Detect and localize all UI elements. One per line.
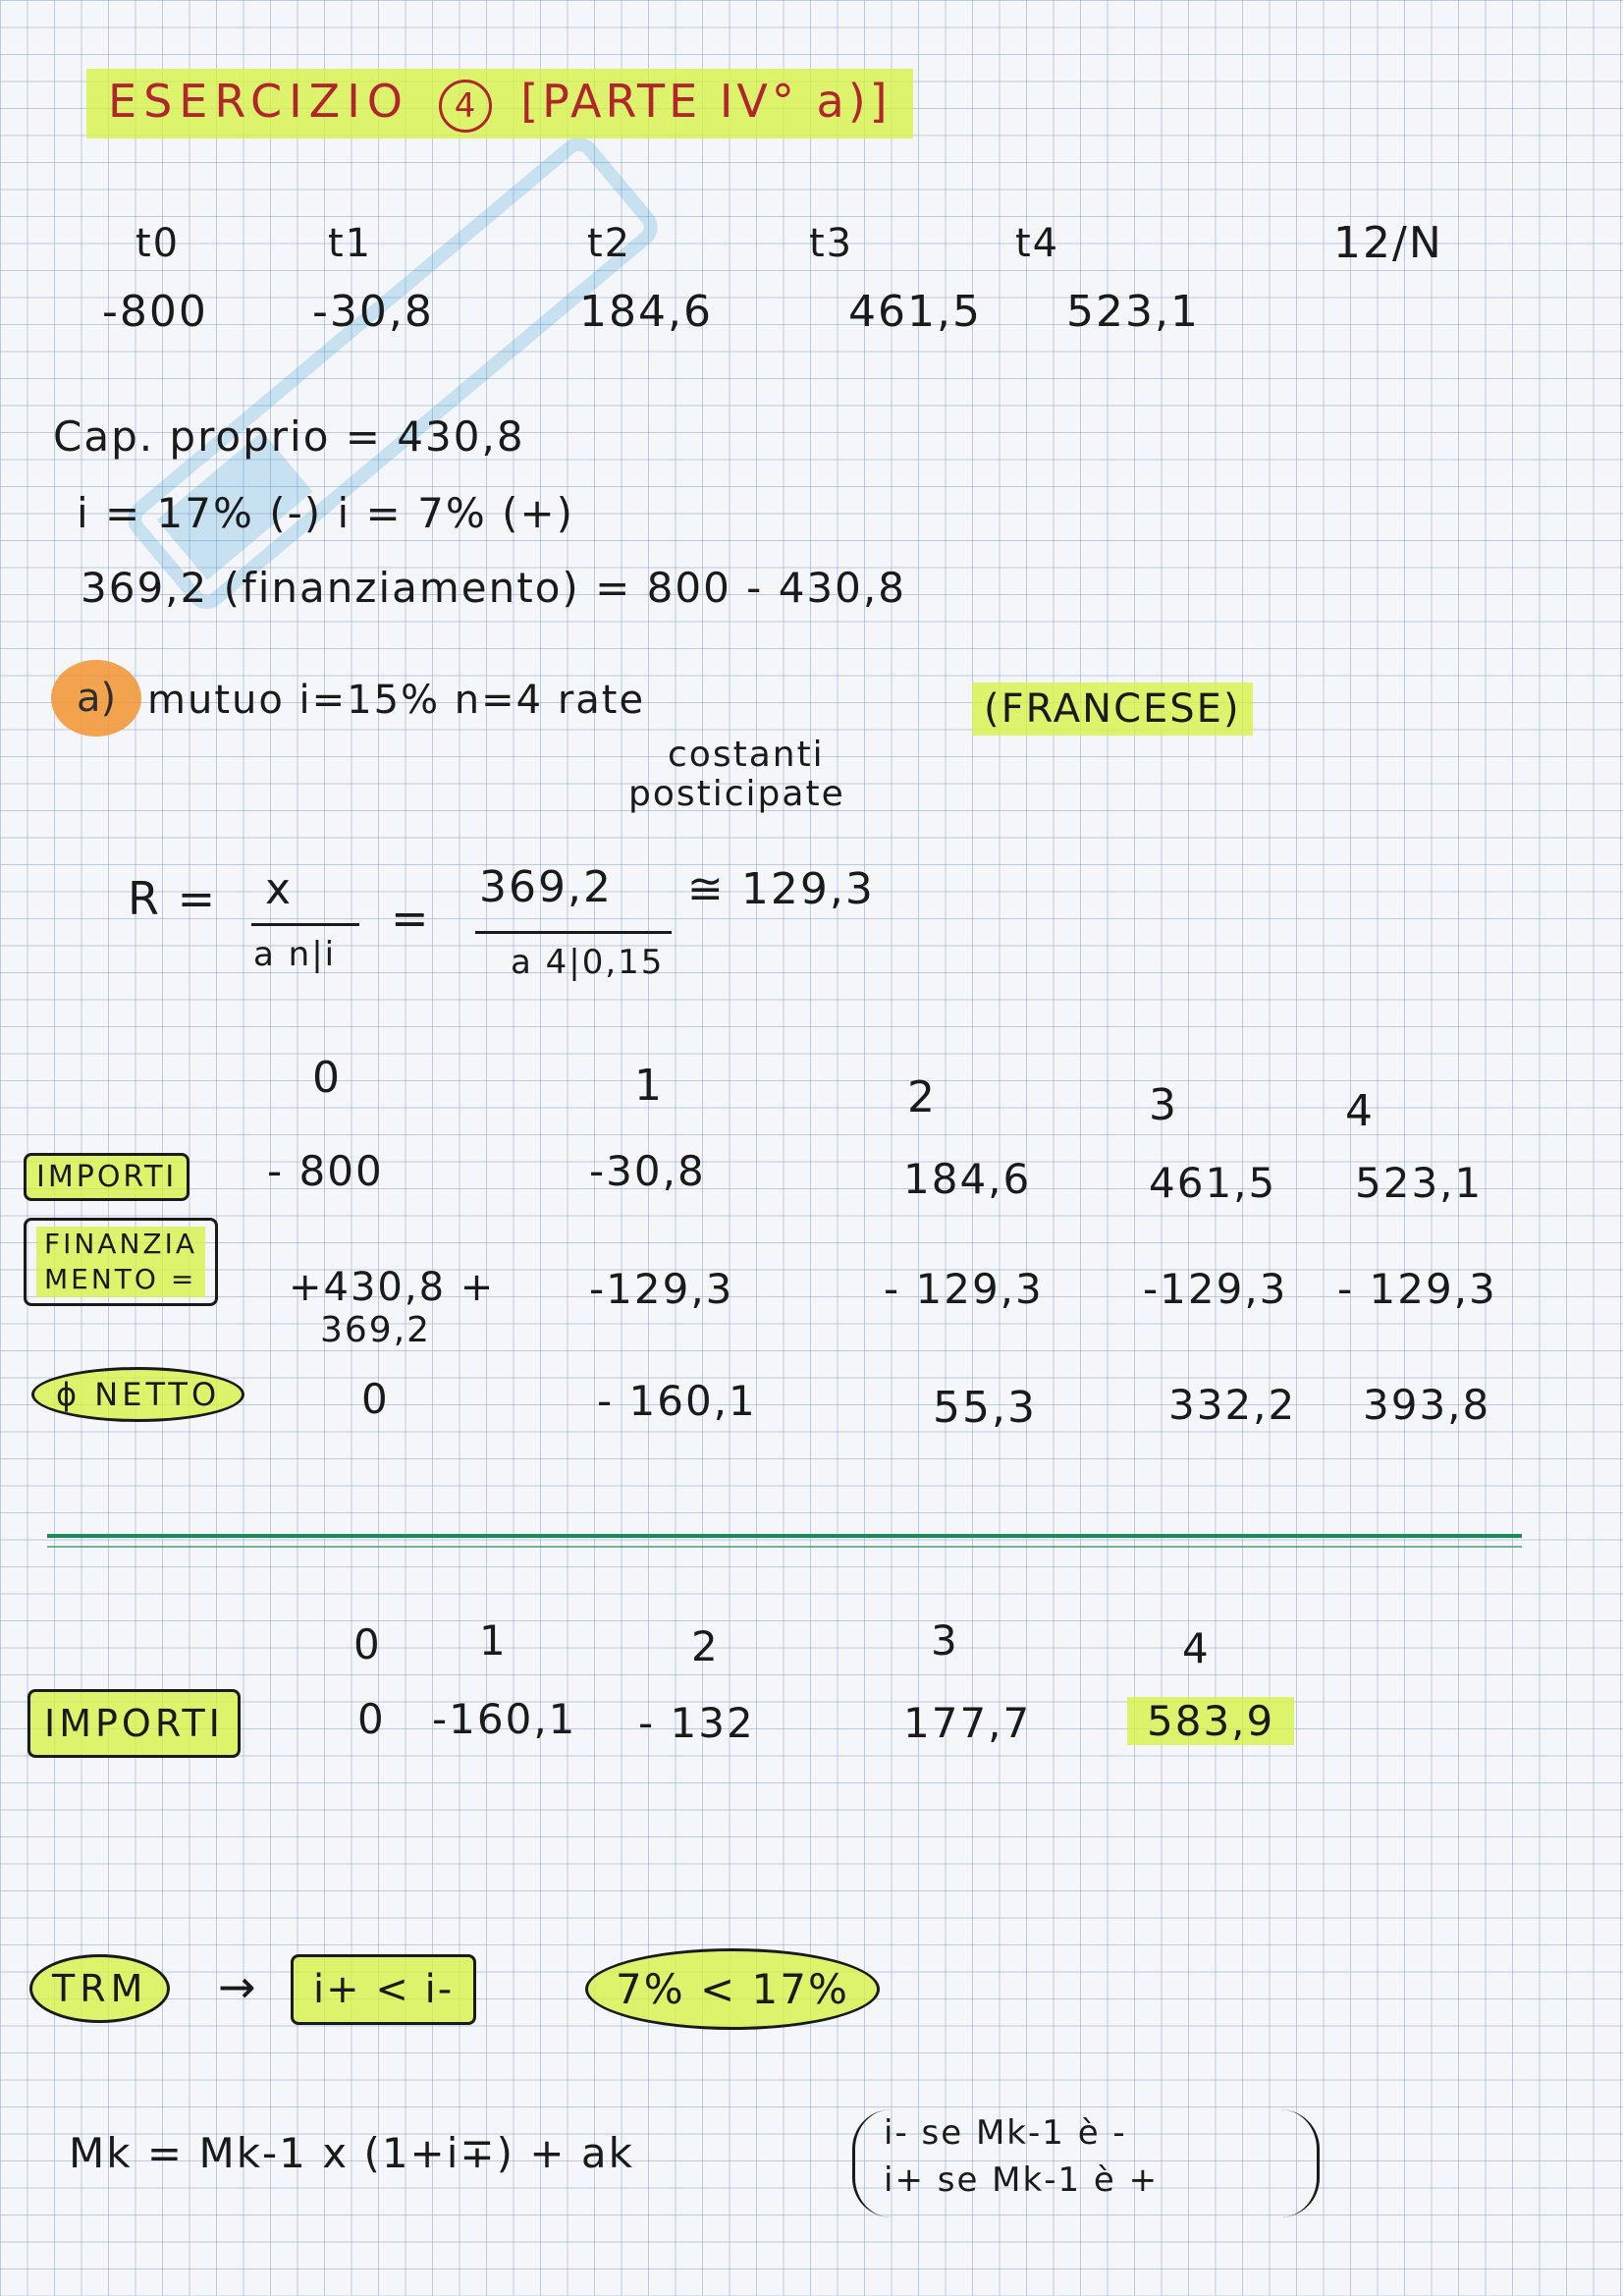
timeline-label: t4 <box>1015 221 1060 266</box>
recursive-formula: Mk = Mk-1 x (1+i∓) + ak <box>69 2129 634 2177</box>
exercise-number-circle: 4 <box>439 80 492 133</box>
table1-cell: 393,8 <box>1363 1381 1491 1429</box>
table2-cell-highlighted: 583,9 <box>1127 1697 1294 1745</box>
table1-header: 3 <box>1149 1080 1178 1130</box>
timeline-label: t3 <box>809 221 854 266</box>
table1-cell: -129,3 <box>1143 1265 1288 1313</box>
formula-result: ≅ 129,3 <box>687 864 875 914</box>
interest-rates: i = 17% (-) i = 7% (+) <box>77 489 575 537</box>
formula-eq: = <box>391 892 431 945</box>
table1-cell: - 800 <box>267 1147 384 1195</box>
fraction-line-2 <box>475 931 672 934</box>
table2-cell: -160,1 <box>432 1695 577 1743</box>
separator-line-2 <box>47 1546 1522 1548</box>
timeline-value: -800 <box>102 287 208 337</box>
row-label-finanziamento <box>24 1218 218 1306</box>
table1-cell: 0 <box>361 1375 390 1423</box>
trm-condition: i+ < i- <box>291 1954 476 2025</box>
formula-num2: 369,2 <box>479 862 613 912</box>
timeline-value: 184,6 <box>579 287 713 337</box>
formula-den1: a n|i <box>253 935 337 974</box>
formula-den2: a 4|0,15 <box>511 943 665 982</box>
watermark-logo <box>39 118 746 629</box>
table1-cell: 55,3 <box>933 1383 1037 1433</box>
table1-cell: 461,5 <box>1149 1159 1277 1207</box>
table2-header: 0 <box>353 1620 382 1668</box>
table2-cell: 0 <box>357 1695 386 1743</box>
row-label-netto: ϕ NETTO <box>31 1367 244 1422</box>
exercise-title <box>86 69 913 138</box>
timeline-label: t2 <box>587 221 632 266</box>
table1-header: 0 <box>312 1053 342 1103</box>
row-label-line1: FINANZIA <box>36 1227 205 1262</box>
part-label: [PARTE IV° a)] <box>520 75 892 128</box>
formula-num1: x <box>265 864 294 914</box>
table2-header: 4 <box>1182 1624 1211 1672</box>
timeline-value: 461,5 <box>848 287 982 337</box>
timeline-value: -30,8 <box>312 287 434 337</box>
formula-lhs: R = <box>128 872 218 925</box>
table2-cell: - 132 <box>638 1699 755 1747</box>
table2-header: 2 <box>691 1622 720 1670</box>
table1-cell: 184,6 <box>903 1155 1032 1203</box>
cap-proprio: Cap. proprio = 430,8 <box>53 412 525 461</box>
separator-line <box>47 1534 1522 1538</box>
amortization-type: (FRANCESE) <box>972 683 1253 736</box>
trm-label: TRM <box>29 1954 170 2023</box>
table2-header: 1 <box>479 1616 508 1665</box>
timeline-label: t1 <box>328 221 373 266</box>
table2-cell: 177,7 <box>903 1699 1032 1747</box>
trm-arrow: → <box>218 1960 258 2013</box>
mutuo-badge: a) <box>51 660 141 737</box>
trm-values: 7% < 17% <box>585 1948 880 2030</box>
mutuo-sub-posticipate: posticipate <box>628 774 845 814</box>
table2-label-importi: IMPORTI <box>27 1689 241 1758</box>
mutuo-text: mutuo i=15% n=4 rate <box>147 678 646 723</box>
table1-cell: 332,2 <box>1168 1381 1297 1429</box>
table1-cell: 523,1 <box>1355 1159 1484 1207</box>
timeline-label: t0 <box>135 221 181 266</box>
table1-header: 1 <box>634 1061 664 1111</box>
page-number: 12/N <box>1333 218 1443 268</box>
title-text: ESERCIZIO <box>108 75 409 128</box>
table1-cell: - 129,3 <box>884 1265 1044 1313</box>
table1-header: 4 <box>1345 1086 1375 1136</box>
table1-cell: - 160,1 <box>597 1377 757 1425</box>
financing-line: 369,2 (finanziamento) = 800 - 430,8 <box>81 564 906 612</box>
mutuo-sub-costanti: costanti <box>668 735 825 775</box>
table1-cell: +430,8 + <box>289 1265 496 1310</box>
table1-cell: -129,3 <box>589 1265 734 1313</box>
fraction-line-1 <box>251 923 359 926</box>
row-label-line2: MENTO = <box>36 1262 205 1297</box>
rule-note-negative: i- se Mk-1 è - <box>884 2113 1127 2153</box>
row-label-importi: IMPORTI <box>24 1153 189 1201</box>
table1-cell: - 129,3 <box>1337 1265 1497 1313</box>
timeline-value: 523,1 <box>1066 287 1200 337</box>
table2-header: 3 <box>931 1616 959 1665</box>
table1-cell-sub: 369,2 <box>320 1310 432 1350</box>
table1-cell: -30,8 <box>589 1147 706 1195</box>
rule-note-positive: i+ se Mk-1 è + <box>884 2160 1160 2200</box>
table1-header: 2 <box>907 1072 937 1122</box>
